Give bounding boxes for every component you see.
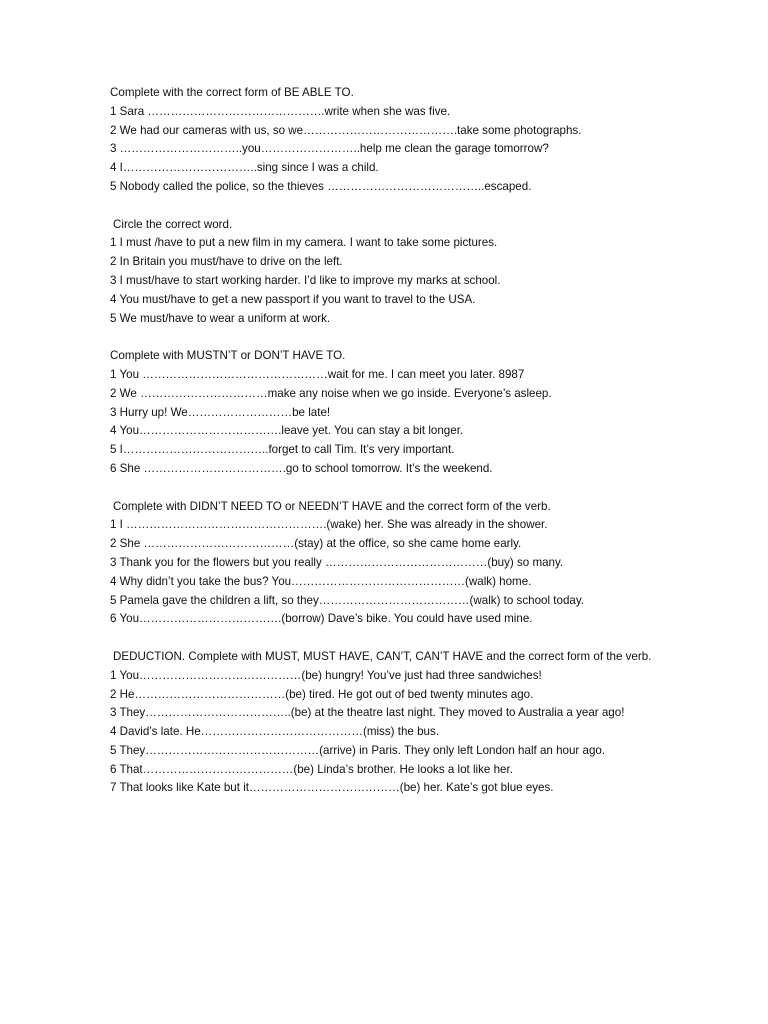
exercise-line: 1 You……………………………………(be) hungry! You’ve just had three sandwiches! <box>110 668 542 682</box>
exercise-line: 1 You …………………………………………wait for me. I can meet you later. 8987 <box>110 367 525 381</box>
exercise-line: 3 …………………………..you……………………..help me clean the garage tomorrow? <box>110 142 549 156</box>
section-didnt-need-to <box>110 498 758 630</box>
exercise-line: 2 In Britain you must/have to drive on the left. <box>110 255 343 269</box>
exercise-line: 5 They………………………………………(arrive) in Paris. They only left London half an hour ago. <box>110 743 606 757</box>
section-title: Complete with MUSTN’T or DON’T HAVE TO. <box>110 349 346 363</box>
exercise-line: 5 I………………………………..forget to call Tim. It’s very important. <box>110 443 455 457</box>
exercise-line: 4 You……………………………….leave yet. You can stay a bit longer. <box>110 424 464 438</box>
section-title: Complete with DIDN’T NEED TO or NEEDN’T HAVE and the correct form of the verb. <box>113 499 551 513</box>
section-title: Complete with the correct form of BE ABLE TO. <box>110 86 354 99</box>
exercise-line: 3 Thank you for the flowers but you really ……………………………………(buy) so many. <box>110 555 564 569</box>
exercise-line: 3 Hurry up! We………………………be late! <box>110 405 331 419</box>
exercise-line: 5 We must/have to wear a uniform at work. <box>110 311 331 325</box>
exercise-line: 4 I……………………………..sing since I was a child. <box>110 161 379 175</box>
exercise-line: 5 Pamela gave the children a lift, so they…………………………………(walk) to school today. <box>110 593 585 607</box>
exercise-line: 6 That…………………………………(be) Linda’s brother. He looks a lot like her. <box>110 762 513 776</box>
exercise-line: 3 They………………………………..(be) at the theatre last night. They moved to Australia a year ago! <box>110 706 625 720</box>
exercise-line: 1 I …………………………………………….(wake) her. She was already in the shower. <box>110 518 548 532</box>
exercise-line: 5 Nobody called the police, so the thieves …………………………………..escaped. <box>110 179 532 193</box>
exercise-line: 6 She ……………………………….go to school tomorrow. It’s the weekend. <box>110 461 493 475</box>
worksheet-page <box>110 84 758 817</box>
exercise-line: 4 Why didn’t you take the bus? You………………………………………(walk) home. <box>110 574 532 588</box>
exercise-line: 2 We had our cameras with us, so we………………………………….take some photographs. <box>110 123 582 137</box>
exercise-line: 3 I must/have to start working harder. I’d like to improve my marks at school. <box>110 273 501 287</box>
exercise-line: 6 You……………………………….(borrow) Dave’s bike. You could have used mine. <box>110 612 533 626</box>
section-circle-correct-word <box>110 216 758 329</box>
section-title: DEDUCTION. Complete with MUST, MUST HAVE, CAN’T, CAN’T HAVE and the correct form of the verb. <box>113 649 652 663</box>
exercise-line: 2 She …………………………………(stay) at the office, so she came home early. <box>110 537 522 551</box>
section-deduction <box>110 648 758 798</box>
exercise-line: 4 David’s late. He……………………………………(miss) the bus. <box>110 725 439 739</box>
exercise-line: 7 That looks like Kate but it…………………………………(be) her. Kate’s got blue eyes. <box>110 781 554 795</box>
exercise-line: 2 We ……………………………make any noise when we go inside. Everyone’s asleep. <box>110 386 552 400</box>
exercise-line: 4 You must/have to get a new passport if you want to travel to the USA. <box>110 292 476 306</box>
exercise-line: 1 I must /have to put a new film in my camera. I want to take some pictures. <box>110 236 498 250</box>
section-title: Circle the correct word. <box>113 217 233 231</box>
section-be-able-to <box>110 84 758 197</box>
section-mustnt-dont-have-to <box>110 347 758 479</box>
exercise-line: 2 He…………………………………(be) tired. He got out of bed twenty minutes ago. <box>110 687 534 701</box>
exercise-line: 1 Sara ……………………………………….write when she was five. <box>110 104 451 118</box>
